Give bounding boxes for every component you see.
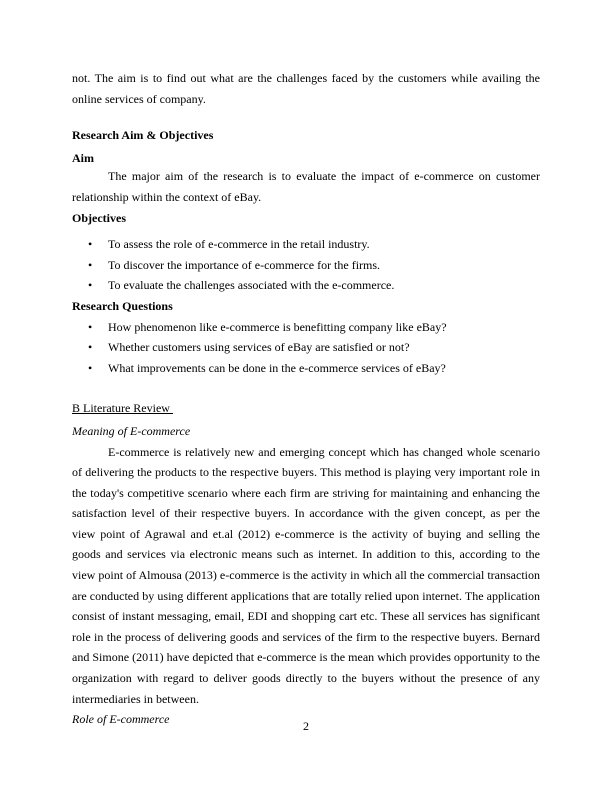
list-item: • To assess the role of e-commerce in the retail industry. [72,234,540,255]
research-questions-heading: Research Questions [72,298,173,313]
list-item: • What improvements can be done in the e-commerce services of eBay? [72,358,540,379]
aim-paragraph: The major aim of the research is to evaluate the impact of e-commerce on customer relationship within the context of eBay. [72,169,540,204]
meaning-heading: Meaning of E-commerce [72,423,191,438]
objectives-heading: Objectives [72,210,126,225]
bullet-icon: • [88,319,93,334]
bullet-icon: • [88,340,93,355]
objectives-list [72,234,540,296]
bullet-icon: • [88,360,93,375]
bullet-icon: • [88,278,93,293]
role-heading: Role of E-commerce [72,712,170,727]
list-item: • How phenomenon like e-commerce is benefitting company like eBay? [72,317,540,338]
list-item: • To discover the importance of e-commerce for the firms. [72,255,540,276]
literature-review-heading: B Literature Review [72,401,173,416]
bullet-icon: • [88,257,93,272]
aim-heading: Aim [72,150,94,165]
meaning-paragraph: E-commerce is relatively new and emerging concept which has changed whole scenario of delivering the products to the respective buyers. This method is playing very important role in the today's competitive scenario where each firm are striving for maintaining and enhancing the satisfaction level of their respective buyers. In accordance with the given concept, as per the view point of Agrawal and et.al (2012) e-commerce is the activity of buying and selling the goods and services via electronic means such as internet. In addition to this, according to the view point of Almousa (2013) e-commerce is the activity in which all the commercial transaction are conducted by using different applications that are totally relied upon internet. The application consist of instant messaging, email, EDI and shopping cart etc. These all services has significant role in the process of delivering goods and services of the firm to the respective buyers. Bernard and Simone (2011) have depicted that e-commerce is the mean which provides opportunity to the organization with regard to deliver goods directly to the buyers without the presence of any intermediaries in between. [72,444,540,706]
list-item: • To evaluate the challenges associated with the e-commerce. [72,275,540,296]
bullet-icon: • [88,237,93,252]
page-number: 2 [303,719,309,733]
intro-paragraph: not. The aim is to find out what are the challenges faced by the customers while availing the online services of company. [72,71,540,106]
questions-list [72,317,540,379]
document-body [72,68,540,730]
research-aim-heading: Research Aim & Objectives [72,128,214,143]
list-item: • Whether customers using services of eBay are satisfied or not? [72,337,540,358]
